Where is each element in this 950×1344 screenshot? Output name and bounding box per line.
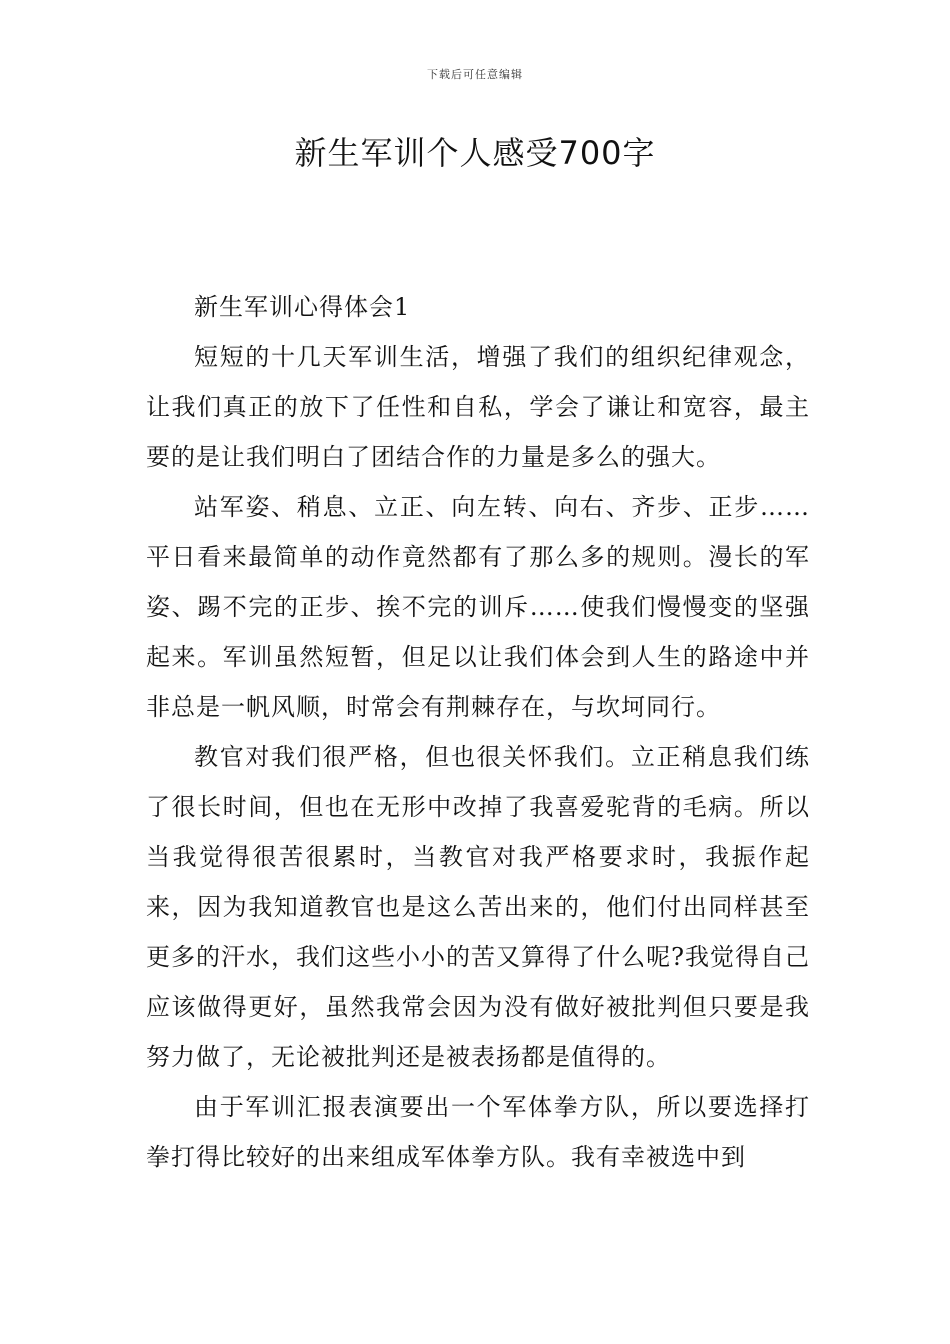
paragraph-1: 短短的十几天军训生活，增强了我们的组织纪律观念，让我们真正的放下了任性和自私，学会了谦让和宽容，最主要的是让我们明白了团结合作的力量是多么的强大。 — [146, 343, 810, 471]
document-title: 新生军训个人感受700字 — [294, 134, 656, 172]
paragraph-3: 教官对我们很严格，但也很关怀我们。立正稍息我们练了很长时间，但也在无形中改掉了我喜爱驼背的毛病。所以当我觉得很苦很累时，当教官对我严格要求时，我振作起来，因为我知道教官也是这么苦出来的，他们付出同样甚至更多的汗水，我们这些小小的苦又算得了什么呢?我觉得自己应该做得更好，虽然我常会因为没有做好被批判但只要是我努力做了，无论被批判还是被表扬都是值得的。 — [146, 743, 810, 1071]
document-body — [146, 282, 810, 1182]
paragraph-4: 由于军训汇报表演要出一个军体拳方队，所以要选择打拳打得比较好的出来组成军体拳方队。我有幸被选中到 — [146, 1093, 810, 1171]
paragraph-2: 站军姿、稍息、立正、向左转、向右、齐步、正步……平日看来最简单的动作竟然都有了那么多的规则。漫长的军姿、踢不完的正步、挨不完的训斥……使我们慢慢变的坚强起来。军训虽然短暂，但足以让我们体会到人生的路途中并非总是一帆风顺，时常会有荆棘存在，与坎坷同行。 — [146, 493, 810, 721]
section-heading: 新生军训心得体会1 — [194, 293, 411, 321]
page-header-note: 下载后可任意编辑 — [427, 68, 523, 81]
